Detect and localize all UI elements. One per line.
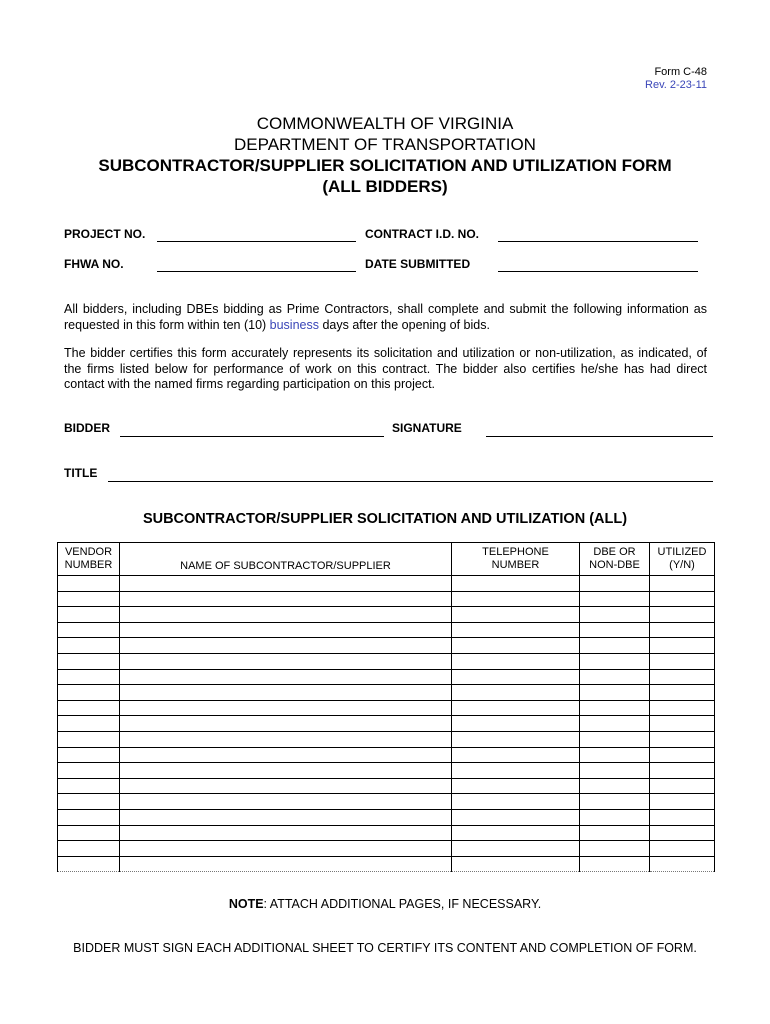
header-subcontractor-name: NAME OF SUBCONTRACTOR/SUPPLIER [120,543,452,576]
subcontractor-name-cell[interactable] [120,622,452,638]
form-title-block [0,113,770,197]
telephone-cell[interactable] [452,576,580,592]
telephone-cell[interactable] [452,778,580,794]
subcontractor-name-cell[interactable] [120,778,452,794]
dbe-status-cell[interactable] [580,607,650,623]
dbe-status-cell[interactable] [580,809,650,825]
title-label: TITLE [64,466,98,480]
vendor-number-cell[interactable] [58,794,120,810]
dbe-status-cell[interactable] [580,653,650,669]
vendor-number-cell[interactable] [58,731,120,747]
vendor-number-cell[interactable] [58,638,120,654]
table-row [58,856,715,872]
title-form-name: SUBCONTRACTOR/SUPPLIER SOLICITATION AND UTILIZATION FORM [98,156,672,175]
utilized-cell[interactable] [650,700,715,716]
subcontractor-name-cell[interactable] [120,825,452,841]
utilized-cell[interactable] [650,653,715,669]
telephone-cell[interactable] [452,591,580,607]
header-telephone-number: TELEPHONE NUMBER [452,543,580,576]
utilized-cell[interactable] [650,841,715,857]
utilized-cell[interactable] [650,825,715,841]
dbe-status-cell[interactable] [580,716,650,732]
vendor-number-cell[interactable] [58,841,120,857]
subcontractor-name-cell[interactable] [120,653,452,669]
subcontractor-name-cell[interactable] [120,841,452,857]
telephone-cell[interactable] [452,794,580,810]
vendor-number-cell[interactable] [58,716,120,732]
utilized-cell[interactable] [650,716,715,732]
vendor-number-cell[interactable] [58,685,120,701]
utilized-cell[interactable] [650,809,715,825]
vendor-number-cell[interactable] [58,778,120,794]
note-label: NOTE [228,897,264,911]
subcontractor-name-cell[interactable] [120,731,452,747]
vendor-number-cell[interactable] [58,607,120,623]
vendor-number-cell[interactable] [58,576,120,592]
dbe-status-cell[interactable] [580,731,650,747]
revision-date: Rev. 2-23-11 [645,79,707,91]
table-row [58,794,715,810]
dbe-status-cell[interactable] [580,685,650,701]
vendor-number-cell[interactable] [58,591,120,607]
dbe-status-cell[interactable] [580,638,650,654]
subcontractor-table [57,542,715,872]
dbe-status-cell[interactable] [580,669,650,685]
dbe-status-cell[interactable] [580,747,650,763]
telephone-cell[interactable] [452,856,580,872]
utilized-cell[interactable] [650,576,715,592]
utilized-cell[interactable] [650,591,715,607]
subcontractor-name-cell[interactable] [120,856,452,872]
dbe-status-cell[interactable] [580,778,650,794]
vendor-number-cell[interactable] [58,825,120,841]
telephone-cell[interactable] [452,825,580,841]
table-row [58,731,715,747]
header-utilized: UTILIZED (Y/N) [650,543,715,576]
dbe-status-cell[interactable] [580,622,650,638]
vendor-number-cell[interactable] [58,669,120,685]
signature-label: SIGNATURE [392,421,462,435]
subcontractor-name-cell[interactable] [120,591,452,607]
table-row [58,607,715,623]
subcontractor-name-cell[interactable] [120,700,452,716]
telephone-cell[interactable] [452,747,580,763]
subcontractor-name-cell[interactable] [120,669,452,685]
dbe-status-cell[interactable] [580,856,650,872]
table-row [58,591,715,607]
title-commonwealth: COMMONWEALTH OF VIRGINIA [256,114,514,133]
dbe-status-cell[interactable] [580,591,650,607]
telephone-cell[interactable] [452,638,580,654]
date-submitted-field[interactable] [498,270,698,272]
form-number: Form C-48 [654,66,707,78]
table-row [58,778,715,794]
vendor-number-cell[interactable] [58,809,120,825]
fhwa-no-label: FHWA NO. [64,257,124,271]
note-text: : ATTACH ADDITIONAL PAGES, IF NECESSARY. [263,897,542,911]
utilized-cell[interactable] [650,763,715,779]
instructions-text-start: All bidders, including DBEs bidding as Prime Contractors, shall complete and submit the following information as requested in this form within ten (10) [64,302,707,332]
telephone-cell[interactable] [452,809,580,825]
project-no-label: PROJECT NO. [64,227,146,241]
title-all-bidders: (ALL BIDDERS) [322,177,448,196]
fhwa-no-field[interactable] [157,270,356,272]
table-row [58,685,715,701]
telephone-cell[interactable] [452,622,580,638]
title-field[interactable] [108,480,713,482]
form-number-block [645,66,707,92]
date-submitted-label: DATE SUBMITTED [365,257,471,271]
telephone-cell[interactable] [452,841,580,857]
contract-id-field[interactable] [498,240,698,242]
vendor-number-cell[interactable] [58,763,120,779]
dbe-status-cell[interactable] [580,576,650,592]
subcontractor-name-cell[interactable] [120,747,452,763]
dbe-status-cell[interactable] [580,763,650,779]
telephone-cell[interactable] [452,685,580,701]
table-row [58,700,715,716]
subcontractor-name-cell[interactable] [120,638,452,654]
telephone-cell[interactable] [452,669,580,685]
instructions-text-end: days after the opening of bids. [319,317,490,332]
dbe-status-cell[interactable] [580,794,650,810]
dbe-status-cell[interactable] [580,825,650,841]
utilized-cell[interactable] [650,669,715,685]
header-vendor-number: VENDOR NUMBER [58,543,120,576]
table-section-title: SUBCONTRACTOR/SUPPLIER SOLICITATION AND UTILIZATION (ALL) [142,511,628,527]
contract-id-label: CONTRACT I.D. NO. [365,227,479,241]
title-department: DEPARTMENT OF TRANSPORTATION [234,135,536,154]
subcontractor-name-cell[interactable] [120,607,452,623]
vendor-number-cell[interactable] [58,622,120,638]
header-dbe-status: DBE OR NON-DBE [580,543,650,576]
subcontractor-name-cell[interactable] [120,809,452,825]
telephone-cell[interactable] [452,716,580,732]
instructions-highlight: business [269,317,319,332]
telephone-cell[interactable] [452,731,580,747]
dbe-status-cell[interactable] [580,700,650,716]
table-body [58,576,715,872]
subcontractor-name-cell[interactable] [120,685,452,701]
table-row [58,638,715,654]
telephone-cell[interactable] [452,607,580,623]
utilized-cell[interactable] [650,685,715,701]
table-row [58,825,715,841]
utilized-cell[interactable] [650,747,715,763]
bidder-label: BIDDER [64,421,111,435]
table-row [58,841,715,857]
table-row [58,763,715,779]
table-row [58,747,715,763]
table-row [58,716,715,732]
project-no-field[interactable] [157,240,356,242]
table-header-row [58,543,715,576]
subcontractor-name-cell[interactable] [120,763,452,779]
signature-field[interactable] [486,435,713,437]
telephone-cell[interactable] [452,653,580,669]
certification-paragraph: The bidder certifies this form accurately represents its solicitation and utilization or non-utilization, as indicated, of the firms listed below for performance of work on this contract. The bidder also certifies he/she has had direct contact with the named firms regarding participation on this project. [64,346,707,391]
table-row [58,576,715,592]
telephone-cell[interactable] [452,700,580,716]
bidder-field[interactable] [120,435,384,437]
utilized-cell[interactable] [650,794,715,810]
utilized-cell[interactable] [650,731,715,747]
table-row [58,653,715,669]
subcontractor-name-cell[interactable] [120,794,452,810]
table-row [58,669,715,685]
vendor-number-cell[interactable] [58,700,120,716]
vendor-number-cell[interactable] [58,653,120,669]
utilized-cell[interactable] [650,622,715,638]
dbe-status-cell[interactable] [580,841,650,857]
utilized-cell[interactable] [650,856,715,872]
vendor-number-cell[interactable] [58,856,120,872]
table-row [58,622,715,638]
table-row [58,809,715,825]
subcontractor-name-cell[interactable] [120,576,452,592]
vendor-number-cell[interactable] [58,747,120,763]
utilized-cell[interactable] [650,607,715,623]
footer-instruction: BIDDER MUST SIGN EACH ADDITIONAL SHEET TO CERTIFY ITS CONTENT AND COMPLETION OF FORM. [73,941,697,955]
note-line [0,897,770,911]
instructions-paragraph [64,302,707,333]
subcontractor-name-cell[interactable] [120,716,452,732]
utilized-cell[interactable] [650,638,715,654]
telephone-cell[interactable] [452,763,580,779]
utilized-cell[interactable] [650,778,715,794]
